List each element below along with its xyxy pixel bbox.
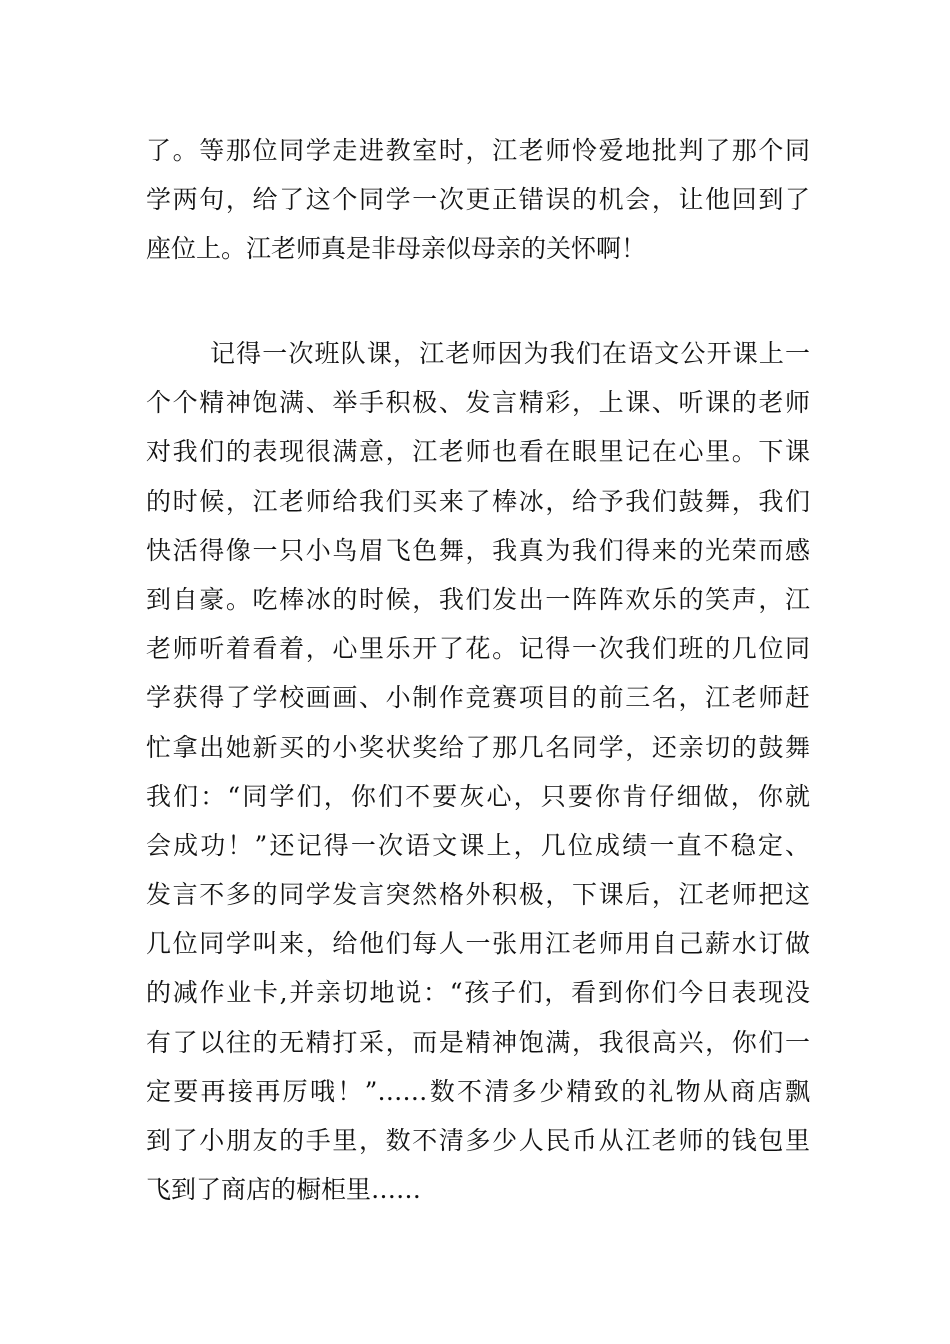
- paragraph-line: 定要再接再厉哦！”……数不清多少精致的礼物从商店飘: [146, 1076, 810, 1106]
- paragraph-line: 快活得像一只小鸟眉飞色舞，我真为我们得来的光荣而感: [146, 535, 810, 565]
- paragraph-line: 了。等那位同学走进教室时，江老师怜爱地批判了那个同: [146, 136, 810, 165]
- paragraph-line: 到了小朋友的手里，数不清多少人民币从江老师的钱包里: [146, 1126, 810, 1155]
- paragraph-line: 学获得了学校画画、小制作竞赛项目的前三名，江老师赶: [146, 683, 810, 713]
- paragraph-line: 对我们的表现很满意，江老师也看在眼里记在心里。下课: [146, 437, 810, 467]
- paragraph-line: 到自豪。吃棒冰的时候，我们发出一阵阵欢乐的笑声，江: [146, 584, 810, 614]
- paragraph-line: 会成功！”还记得一次语文课上，几位成绩一直不稳定、: [146, 830, 810, 860]
- paragraph-line: 的时候，江老师给我们买来了棒冰，给予我们鼓舞，我们: [146, 486, 810, 516]
- paragraph-2: [146, 329, 810, 1214]
- paragraph-line: 学两句，给了这个同学一次更正错误的机会，让他回到了: [146, 185, 810, 215]
- paragraph-line: 有了以往的无精打采，而是精神饱满，我很高兴，你们一: [146, 1027, 810, 1057]
- paragraph-line: 的减作业卡,并亲切地说：“孩子们，看到你们今日表现没: [146, 978, 810, 1008]
- paragraph-line: 飞到了商店的橱柜里……: [146, 1175, 422, 1205]
- paragraph-line: 个个精神饱满、举手积极、发言精彩，上课、听课的老师: [146, 388, 810, 418]
- paragraph-line: 忙拿出她新买的小奖状奖给了那几名同学，还亲切的鼓舞: [146, 732, 810, 762]
- paragraph-line: 记得一次班队课，江老师因为我们在语文公开课上一: [210, 339, 810, 368]
- paragraph-1: [146, 126, 810, 274]
- paragraph-line: 老师听着看着，心里乐开了花。记得一次我们班的几位同: [146, 634, 810, 664]
- paragraph-line: 几位同学叫来，给他们每人一张用江老师用自己薪水订做: [146, 929, 810, 959]
- paragraph-line: 座位上。江老师真是非母亲似母亲的关怀啊！: [146, 234, 647, 264]
- paragraph-line: 发言不多的同学发言突然格外积极，下课后，江老师把这: [146, 880, 810, 910]
- paragraph-line: 我们：“同学们，你们不要灰心，只要你肯仔细做，你就: [146, 781, 810, 811]
